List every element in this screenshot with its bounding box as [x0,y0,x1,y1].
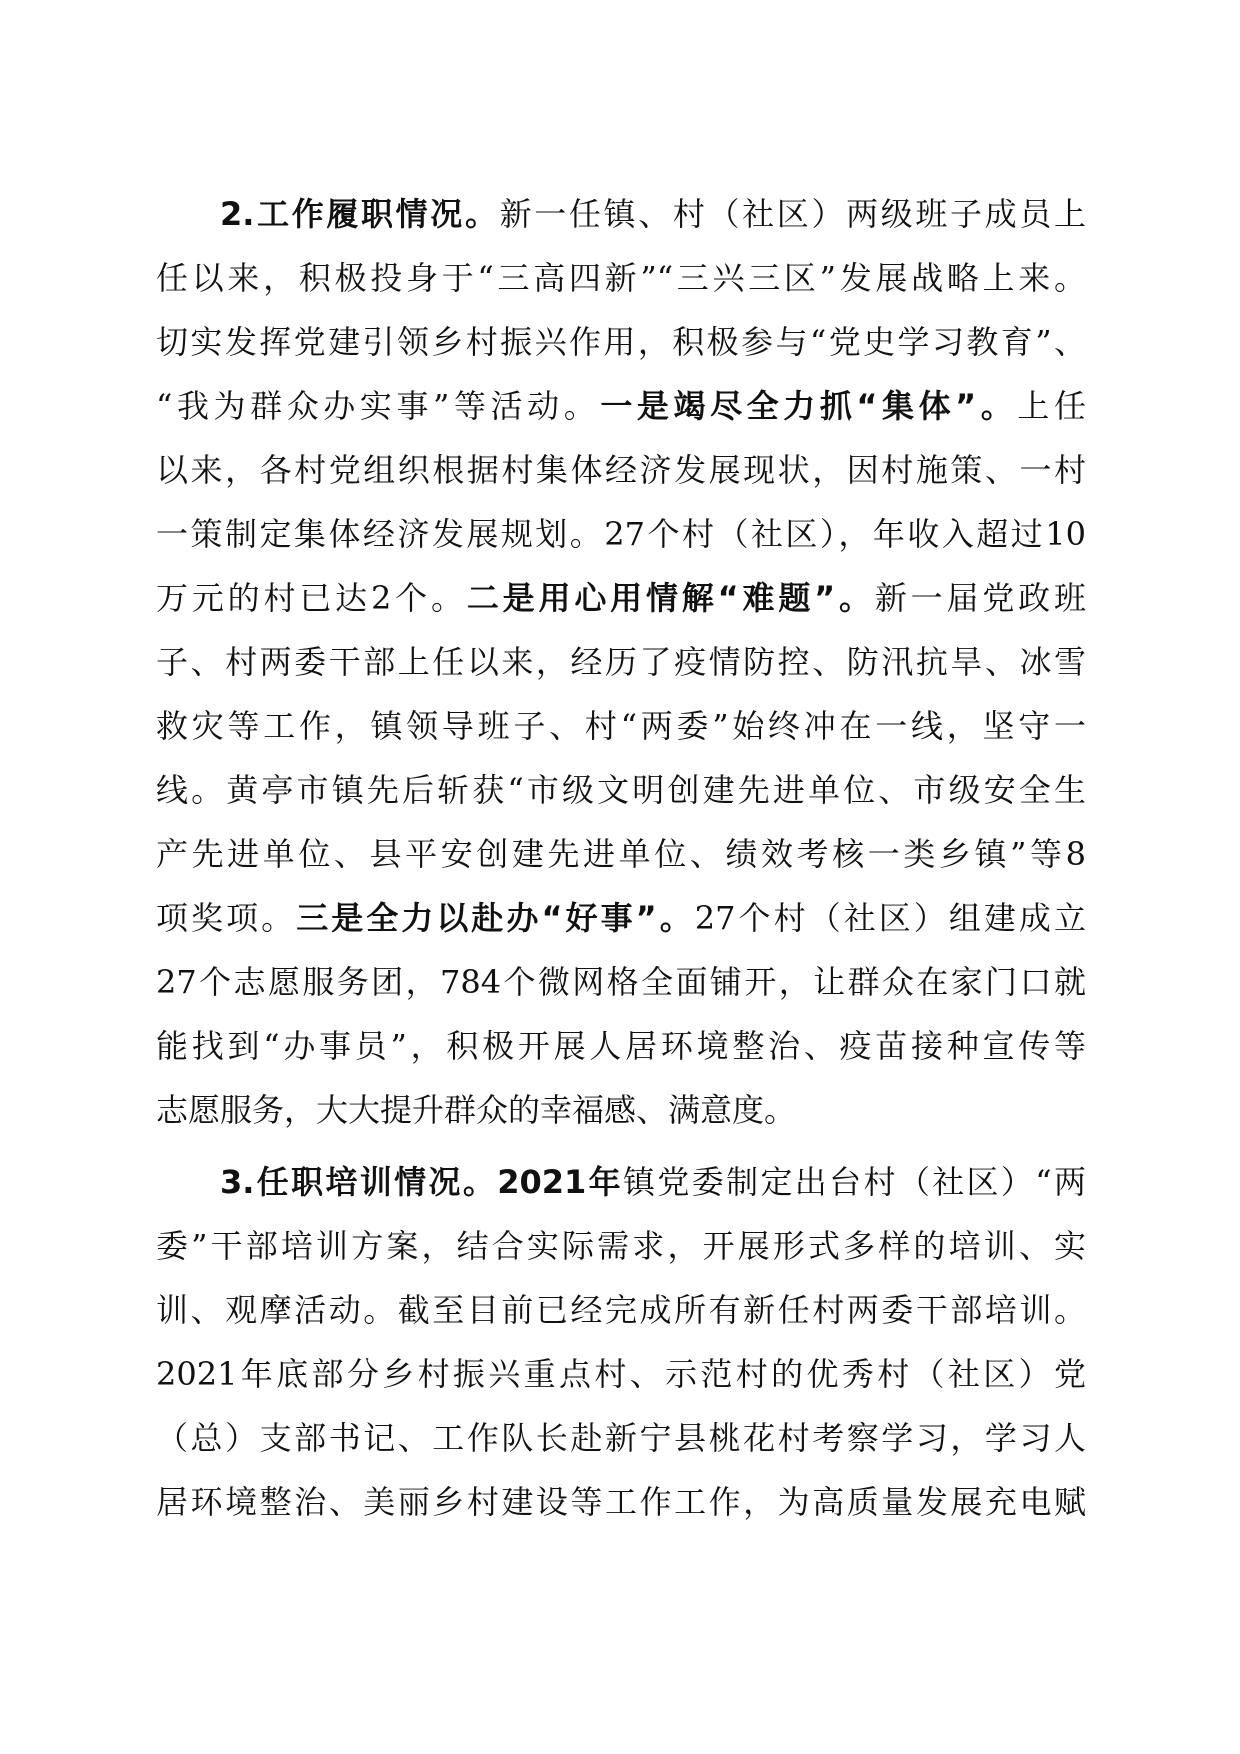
bold-point-two: 二是用心用情解“难题”。 [466,579,875,617]
text-run: 新一届党政班 [874,579,1086,617]
paragraph-2-line-4 [156,374,1086,438]
paragraph-2-line-2 [156,246,1086,310]
paragraph-2-line-12 [156,886,1086,950]
bold-year: 2021年 [497,1163,624,1201]
paragraph-2-heading: 2.工作履职情况。 [220,195,500,233]
paragraph-2-line-6 [156,502,1086,566]
paragraph-2-line-8 [156,630,1086,694]
text-run: 2021年底部分乡村振兴重点村、示范村的优秀村（社区）党 [156,1355,1086,1393]
text-run: 产先进单位、县平安创建先进单位、绩效考核一类乡镇”等8 [156,835,1086,873]
paragraph-2-line-5 [156,438,1086,502]
text-run: 切实发挥党建引领乡村振兴作用，积极参与“党史学习教育”、 [156,323,1086,361]
paragraph-3-line-6 [156,1470,1086,1534]
paragraph-2-line-11 [156,822,1086,886]
text-run: 以来，各村党组织根据村集体经济发展现状，因村施策、一村 [156,451,1086,489]
text-run: 新一任镇、村（社区）两级班子成员上 [499,195,1086,233]
text-run: 万元的村已达2个。 [156,579,467,617]
text-run: 志愿服务，大大提升群众的幸福感、满意度。 [156,1091,797,1129]
paragraph-2-line-9 [156,694,1086,758]
text-run: 救灾等工作，镇领导班子、村“两委”始终冲在一线，坚守一 [156,707,1086,745]
paragraph-2-line-3 [156,310,1086,374]
text-run: 能找到“办事员”，积极开展人居环境整治、疫苗接种宣传等 [156,1027,1086,1065]
text-run: 训、观摩活动。截至目前已经完成所有新任村两委干部培训。 [156,1291,1086,1329]
text-run: 一策制定集体经济发展规划。27个村（社区），年收入超过10 [156,515,1086,553]
bold-point-one: 一是竭尽全力抓“集体”。 [600,387,1018,425]
paragraph-2-line-13 [156,950,1086,1014]
text-run: 子、村两委干部上任以来，经历了疫情防控、防汛抗旱、冰雪 [156,643,1086,681]
text-run: 27个志愿服务团，784个微网格全面铺开，让群众在家门口就 [156,963,1086,1001]
text-run: 上任 [1017,387,1086,425]
text-run: （总）支部书记、工作队长赴新宁县桃花村考察学习，学习人 [156,1419,1086,1457]
paragraph-2-line-7 [156,566,1086,630]
text-run: 项奖项。 [156,899,297,937]
text-run: 镇党委制定出台村（社区）“两 [623,1163,1086,1201]
text-run: 任以来，积极投身于“三高四新”“三兴三区”发展战略上来。 [156,259,1086,297]
paragraph-3-line-1 [156,1150,1086,1214]
text-run: 27个村（社区）组建成立 [694,899,1086,937]
paragraph-3-line-4 [156,1342,1086,1406]
paragraph-2-line-15 [156,1078,1086,1142]
paragraph-2-line-14 [156,1014,1086,1078]
paragraph-3-line-3 [156,1278,1086,1342]
paragraph-3-line-2 [156,1214,1086,1278]
text-run: “我为群众办实事”等活动。 [156,387,601,425]
text-run: 居环境整治、美丽乡村建设等工作工作，为高质量发展充电赋 [156,1483,1086,1521]
text-run: 线。黄亭市镇先后斩获“市级文明创建先进单位、市级安全生 [156,771,1086,809]
paragraph-2-line-1 [156,182,1086,246]
paragraph-2-line-10 [156,758,1086,822]
bold-point-three: 三是全力以赴办“好事”。 [296,899,695,937]
paragraph-3-heading: 3.任职培训情况。 [220,1163,498,1201]
text-run: 委”干部培训方案，结合实际需求，开展形式多样的培训、实 [156,1227,1086,1265]
paragraph-3-line-5 [156,1406,1086,1470]
